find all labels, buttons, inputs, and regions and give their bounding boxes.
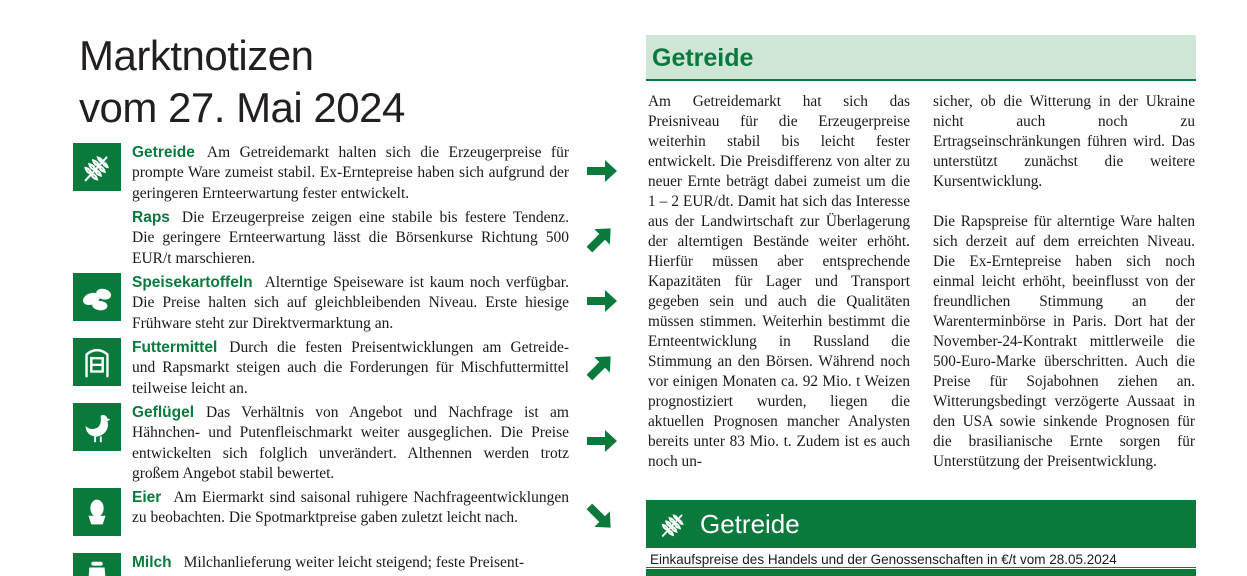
- table-title-bar: [646, 500, 1196, 548]
- trend-sideways-arrow-icon: [585, 154, 619, 188]
- article-paragraph: Die Rapspreise für alterntige Ware halten sich derzeit auf dem erreichten Niveau. Die Ex-Erntepreise haben sich noch einmal leicht erhöht, beeinflusst von der freundlichen Stimmung an der Warenterminbörse in Paris. Dort hat der November-24-Kontrakt mittlerweile die 500-Euro-Marke überschritten. Auch die Preise für Sojabohnen ziehen an. Witterungsbedingt verzögerte Aussaat in den USA sowie sinkende Prognosen für die brasilianische Ernte sorgen für Unterstützung der Preisentwicklung.: [933, 213, 1195, 470]
- item-raps: [132, 208, 569, 269]
- item-gefluegel: [132, 403, 569, 484]
- item-label: Geflügel: [132, 404, 195, 421]
- item-text: Milchanlieferung weiter leicht steigend; feste Preisent-: [183, 554, 525, 571]
- table-subtitle: Einkaufspreise des Handels und der Genossenschaften in €/t vom 28.05.2024: [650, 552, 1117, 567]
- item-text: Alterntige Speiseware ist kaum noch verfügbar. Die Preise halten sich auf gleichbleibenden Niveau. Erste hiesige Frühware steht zur Direktvermarktung an.: [132, 274, 569, 332]
- item-milch: [132, 553, 569, 573]
- milk-can-icon: [73, 553, 121, 576]
- item-text: Am Eiermarkt sind saisonal ruhigere Nachfrageentwicklungen zu beobachten. Die Spotmarktpreise gaben zuletzt leicht nach.: [132, 489, 569, 527]
- item-getreide: [132, 143, 569, 204]
- item-label: Getreide: [132, 144, 195, 161]
- divider: [646, 567, 1196, 568]
- article-paragraph: Am Getreidemarkt hat sich das Preisniveau für die Erzeugerpreise weiterhin stabil bis leicht fester entwickelt. Die Preisdifferenz von alter zu neuer Ernte beträgt dabei zumeist um die 1 – 2 EUR/dt. Damit hat sich das Interesse aus der Landwirtschaft zur Überlagerung der alterntigen Bestände weiter erhöht. Hierfür müssen aber entsprechende Kapazitäten für Lager und Transport gegeben sein und auch die Qualitäten müssen stimmen. Weiterhin bestimmt die Ernteentwicklung in Russland die Stimmung an den Börsen. Während noch vor einigen Monaten ca. 92 Mio. t Weizen prognostiziert wurden, liegen die aktuellen Prognosen mancher Analysten bereits unter 83 Mio. t. Zudem ist es auch noch un-: [648, 93, 910, 470]
- trend-up-arrow-icon: [583, 222, 617, 256]
- item-label: Futtermittel: [132, 339, 218, 356]
- article-column-1: [648, 92, 910, 472]
- title-line-1: Marktnotizen: [79, 32, 314, 79]
- item-text: Durch die festen Preisentwicklungen am Getreide- und Rapsmarkt steigen auch die Forderungen für Mischfuttermittel teilweise leicht an.: [132, 339, 569, 397]
- table-header-row: [646, 569, 1196, 576]
- title-line-2: vom 27. Mai 2024: [79, 84, 405, 131]
- article-column-2: [933, 92, 1195, 472]
- section-header-title: Getreide: [652, 44, 754, 72]
- item-speisekartoffeln: [132, 273, 569, 334]
- trend-sideways-arrow-icon: [585, 424, 619, 458]
- wheat-icon: [656, 507, 690, 541]
- item-eier: [132, 488, 569, 529]
- trend-sideways-arrow-icon: [585, 284, 619, 318]
- section-header: [646, 35, 1196, 81]
- feed-silo-icon: [73, 338, 121, 386]
- wheat-icon: [73, 143, 121, 191]
- page-title: [79, 30, 599, 134]
- trend-up-arrow-icon: [583, 350, 617, 384]
- potato-icon: [73, 273, 121, 321]
- chicken-icon: [73, 403, 121, 451]
- item-label: Raps: [132, 209, 170, 226]
- egg-icon: [73, 488, 121, 536]
- item-text: Am Getreidemarkt halten sich die Erzeugerpreise für prompte Ware zumeist stabil. Ex-Erntepreise haben sich aufgrund der geringeren Ernteerwartung fester entwickelt.: [132, 144, 569, 202]
- article-paragraph: sicher, ob die Witterung in der Ukraine nicht auch noch zu Ertragseinschränkungen führen wird. Das unterstützt zunächst die weitere Kursentwicklung.: [933, 93, 1195, 190]
- item-text: Das Verhältnis von Angebot und Nachfrage ist am Hähnchen- und Putenfleischmarkt weiter ausgeglichen. Die Preise entwickelten sich folglich unverändert. Althennen werden trotz großem Angebot stabil bewertet.: [132, 404, 569, 482]
- trend-down-arrow-icon: [583, 500, 617, 534]
- item-label: Eier: [132, 489, 162, 506]
- table-title: Getreide: [700, 509, 800, 539]
- item-futtermittel: [132, 338, 569, 399]
- item-label: Milch: [132, 554, 172, 571]
- item-text: Die Erzeugerpreise zeigen eine stabile bis festere Tendenz. Die geringere Ernteerwartung lässt die Börsenkurse Richtung 500 EUR/t marschieren.: [132, 209, 569, 267]
- item-label: Speisekartoffeln: [132, 274, 253, 291]
